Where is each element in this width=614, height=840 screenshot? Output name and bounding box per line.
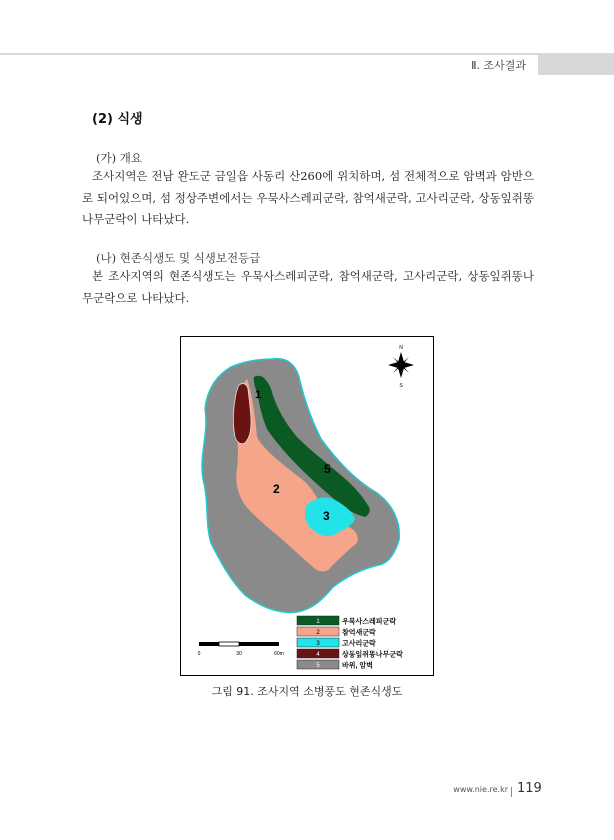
legend-number: 1 [316,619,320,625]
compass-south-label: S [399,383,403,389]
zone-label-2: 2 [273,482,280,496]
vegetation-map [181,337,433,675]
vegetation-map-figure [180,336,434,676]
footer-url: www.nie.re.kr [453,785,508,794]
scale-label-30: 30 [236,651,242,657]
figure-caption: 그림 91. 조사지역 소병풍도 현존식생도 [211,685,403,698]
map-legend [297,616,403,670]
overview-heading: (가) 개요 [96,151,142,165]
compass-north-label: N [399,345,403,351]
legend-label: 참억새군락 [342,629,376,637]
header-tab [538,55,614,75]
legend-item [297,616,396,626]
scale-label-60: 60m [274,651,284,657]
legend-label: 우묵사스레피군락 [342,618,397,626]
overview-paragraph: 조사지역은 전남 완도군 금일읍 사동리 산260에 위치하며, 섬 전체적으로 암벽과 암반으로 되어있으며, 섬 정상주변에서는 우묵사스레피군락, 참억새군락, 고사리군락, 상동잎쥐똥나무군락이 나타났다. [82,169,534,226]
vegetation-map-paragraph: 본 조사지역의 현존식생도는 우묵사스레피군락, 참억새군락, 고사리군락, 상동잎쥐똥나무군락으로 나타났다. [82,269,534,305]
scale-bar [199,642,279,646]
zone-label-5: 5 [324,462,331,476]
zone-label-1: 1 [255,389,262,401]
legend-number: 3 [316,641,320,647]
legend-label: 바위, 암벽 [342,662,373,670]
vegetation-map-heading: (나) 현존식생도 및 식생보전등급 [96,251,261,265]
legend-item [297,627,376,637]
legend-number: 2 [316,630,320,636]
header-rule [0,53,614,55]
north-arrow-icon [388,352,414,378]
section-title: (2) 식생 [92,112,143,127]
scale-label-0: 0 [197,651,201,657]
legend-item [297,649,403,659]
footer-divider [511,787,512,797]
zone-label-3: 3 [323,509,330,523]
legend-number: 5 [316,663,320,669]
legend-label: 상동잎쥐똥나무군락 [342,651,403,659]
legend-number: 4 [316,652,320,658]
page-number: 119 [517,781,542,796]
legend-item [297,638,376,648]
legend-label: 고사리군락 [342,640,376,648]
chapter-title: Ⅱ. 조사결과 [471,59,526,72]
legend-item [297,660,373,670]
